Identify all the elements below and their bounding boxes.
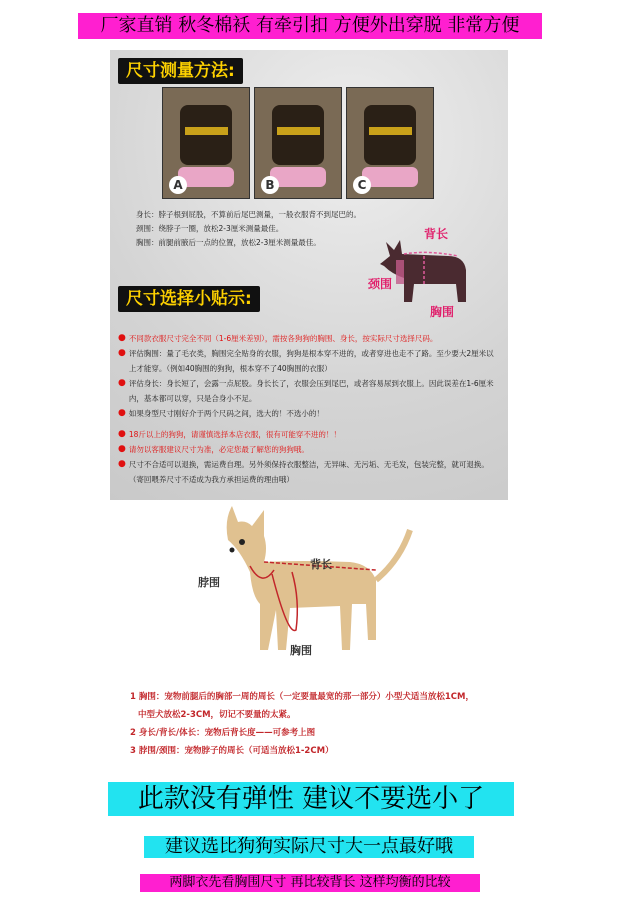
diagram-neck-label: 颈围 <box>368 277 393 291</box>
bullet-icon: ● <box>118 348 126 358</box>
measure-photo-b <box>254 87 342 199</box>
notice-no-elasticity: 此款没有弹性 建议不要选小了 <box>108 782 514 816</box>
measure-photo-a <box>162 87 250 199</box>
tip-item: ● 18斤以上的狗狗，请谨慎选择本店衣服，很有可能穿不进的！！ <box>118 427 500 442</box>
bullet-icon: ● <box>118 408 126 418</box>
diagram-chest-label: 胸围 <box>430 305 455 318</box>
dog-silhouette-diagram <box>368 226 478 318</box>
measure-line: 身长：脖子根到屁股，不算前后尾巴测量，一般衣服背不到尾巴的。 <box>136 210 361 219</box>
diagram-back-label: 背长 <box>424 227 449 241</box>
size-description-line: 中型犬放松2-3CM，切记不要量的太紧。 <box>138 710 296 720</box>
bullet-icon: ● <box>118 333 126 343</box>
diagram-back-label: 背长 <box>310 558 332 571</box>
measure-photo-c <box>346 87 434 199</box>
measure-photos <box>162 87 434 199</box>
measure-line: 颈围：绕脖子一圈，放松2-3厘米测量最佳。 <box>136 224 284 233</box>
tip-item: ● 评估胸围：量了毛衣类，胸围完全贴身的衣服，狗狗是根本穿不进的，或者穿进也走不了路。至少要大2厘米以上才能穿。（例如40胸围的狗狗，根本穿不了40胸围的衣服） <box>118 346 500 376</box>
bullet-icon: ● <box>118 429 126 439</box>
chihuahua-diagram <box>180 500 450 660</box>
tips-section-title: 尺寸选择小贴示: <box>118 286 260 312</box>
bullet-icon: ● <box>118 459 126 469</box>
photo-letter: C <box>353 176 371 194</box>
tips-list <box>118 331 500 487</box>
measure-section-title: 尺寸测量方法: <box>118 58 243 84</box>
measure-instructions <box>136 208 366 250</box>
bullet-icon: ● <box>118 444 126 454</box>
diagram-neck-label: 脖围 <box>198 576 220 589</box>
tip-item: ● 如果身型尺寸刚好介于两个尺码之间，选大的！不选小的！ <box>118 406 500 421</box>
diagram-chest-label: 胸围 <box>290 644 312 657</box>
bullet-icon: ● <box>118 378 126 388</box>
size-description-line: 3 脖围/颈围：宠物脖子的周长（可适当放松1-2CM） <box>130 746 334 756</box>
notice-measure-order: 两脚衣先看胸围尺寸 再比较背长 这样均衡的比较 <box>140 874 480 892</box>
notice-size-up: 建议选比狗狗实际尺寸大一点最好哦 <box>144 836 474 858</box>
size-description-line: 1 胸围：宠物前腿后的胸部一周的周长（一定要量最宽的那一部分）小型犬适当放松1CM， <box>130 692 474 702</box>
top-banner: 厂家直销 秋冬棉袄 有牵引扣 方便外出穿脱 非常方便 <box>78 13 542 39</box>
photo-letter: B <box>261 176 279 194</box>
tip-item: ● 评估身长：身长短了，会露一点屁股。身长长了，衣服会压到尾巴，或者容易尿到衣服上。因此误差在1-6厘米内，基本都可以穿，只是合身小不足。 <box>118 376 500 406</box>
measure-info-panel <box>110 50 508 500</box>
size-descriptions <box>130 688 490 760</box>
tip-item: ● 不同款衣服尺寸完全不同（1-6厘米差别），需按各狗狗的胸围、身长，按实际尺寸选择尺码。 <box>118 331 500 346</box>
size-diagram-panel <box>110 500 508 768</box>
measure-line: 胸围：前腿前腋后一点的位置，放松2-3厘米测量最佳。 <box>136 238 321 247</box>
tip-item: ● 请勿以客服建议尺寸为准，必定您最了解您的狗狗哦。 <box>118 442 500 457</box>
size-description-line: 2 身长/背长/体长：宠物后背长度——可参考上图 <box>130 728 316 738</box>
photo-letter: A <box>169 176 187 194</box>
tip-item: ● 尺寸不合适可以退换，需运费自理。另外须保持衣服整洁，无异味、无污垢、无毛发，包装完整，就可退换。（寄回喂养尺寸不适成为我方承担运费的理由哦） <box>118 457 500 487</box>
